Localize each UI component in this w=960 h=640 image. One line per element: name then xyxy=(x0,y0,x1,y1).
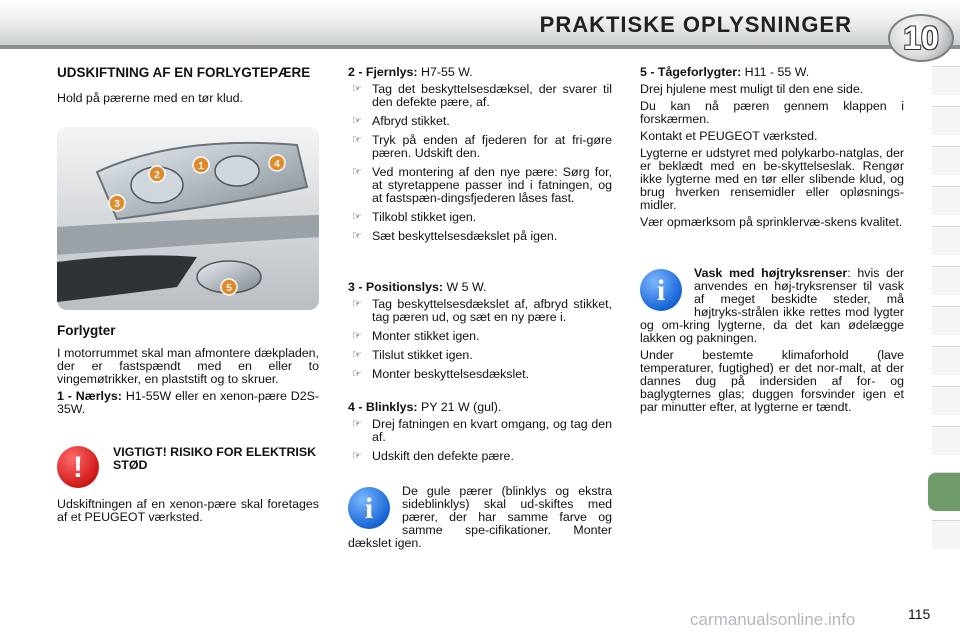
page-title: PRAKTISKE OPLYSNINGER xyxy=(539,12,852,37)
pointing-hand-icon: ☞ xyxy=(352,330,362,342)
list-item: ☞ Tryk på enden af fjederen for at fri-gøre pæren. Udskift den. xyxy=(352,133,612,160)
chapter-badge: 10 xyxy=(888,14,954,62)
callout-3: 3 xyxy=(114,199,120,210)
subsection-heading: Forlygter xyxy=(57,323,116,338)
pointing-hand-icon: ☞ xyxy=(352,298,362,310)
item-3 xyxy=(348,281,612,294)
section-heading: UDSKIFTNING AF EN FORLYGTEPÆRE xyxy=(57,65,311,80)
item-3-label: 3 - Positionslys: xyxy=(348,280,444,294)
paragraph: Vær opmærksom på sprinklervæ-skens kvalitet. xyxy=(640,215,903,229)
list-item: ☞ Monter beskyttelsesdækslet. xyxy=(352,367,530,381)
chapter-tabs xyxy=(928,66,960,576)
item-2-label: 2 - Fjernlys: xyxy=(348,65,418,79)
item-4-value: PY 21 W (gul). xyxy=(421,400,502,414)
callout-4: 4 xyxy=(274,159,280,170)
pointing-hand-icon: ☞ xyxy=(352,230,362,242)
chapter-tab[interactable] xyxy=(932,266,960,295)
paragraph: Kontakt et PEUGEOT værksted. xyxy=(640,129,818,143)
item-5-value: H11 - 55 W. xyxy=(744,65,810,79)
warning-text: Udskiftningen af en xenon-pære skal foretages af et PEUGEOT værksted. xyxy=(57,497,319,524)
callout-5: 5 xyxy=(226,283,232,294)
info-label: Vask med højtryksrenser xyxy=(694,266,848,280)
header-rule xyxy=(0,45,960,49)
info-note xyxy=(640,267,904,414)
column-left xyxy=(57,66,319,528)
item-3-steps xyxy=(348,298,612,381)
warning-box xyxy=(57,446,319,492)
pointing-hand-icon: ☞ xyxy=(352,450,362,462)
body-text: I motorrummet skal man afmontere dækpladen, der er fastspændt med en eller to vingemøtrikker, en plaststift og to skruer. xyxy=(57,346,319,386)
pointing-hand-icon: ☞ xyxy=(352,211,362,223)
info-note xyxy=(348,485,612,550)
intro-text: Hold på pærerne med en tør klud. xyxy=(57,91,243,105)
pointing-hand-icon: ☞ xyxy=(352,349,362,361)
info-icon: i xyxy=(348,487,390,529)
callout-2: 2 xyxy=(154,170,160,181)
item-5 xyxy=(640,66,904,79)
pointing-hand-icon: ☞ xyxy=(352,134,362,146)
chapter-tab[interactable] xyxy=(932,186,960,215)
paragraph: Lygterne er udstyret med polykarbo-natglas, der er beklædt med en be-skyttelseslak. Rengør ikke lygterne med en tør eller slibende klud, og brug hverken rensemidler eller opløsnings-midler. xyxy=(640,146,904,212)
item-2-value: H7-55 W. xyxy=(421,65,473,79)
item-2-steps xyxy=(348,83,612,243)
chapter-tab-active[interactable] xyxy=(928,472,960,511)
list-item: ☞ Afbryd stikket. xyxy=(352,114,450,128)
list-item: ☞ Tilslut stikket igen. xyxy=(352,348,473,362)
pointing-hand-icon: ☞ xyxy=(352,368,362,380)
chapter-tab[interactable] xyxy=(932,386,960,415)
item-4 xyxy=(348,401,612,414)
info-text: De gule pærer (blinklys og ekstra sideblinklys) skal ud-skiftes med pærer, der har samme farve og samme spe-cifikationer. Monter dækslet igen. xyxy=(348,484,612,550)
chapter-tab[interactable] xyxy=(932,226,960,255)
item-4-steps xyxy=(348,418,612,463)
list-item: ☞ Monter stikket igen. xyxy=(352,329,480,343)
item-1 xyxy=(57,390,319,416)
item-3-value: W 5 W. xyxy=(446,280,487,294)
list-item: ☞ Udskift den defekte pære. xyxy=(352,449,514,463)
page-number: 115 xyxy=(908,606,931,622)
pointing-hand-icon: ☞ xyxy=(352,166,362,178)
list-item: ☞ Tag beskyttelsesdækslet af, afbryd stikket, tag pæren ud, og sæt en ny pære i. xyxy=(352,297,612,324)
headlight-photo xyxy=(57,127,319,310)
chapter-tab[interactable] xyxy=(932,520,960,549)
pointing-hand-icon: ☞ xyxy=(352,418,362,430)
info-text: : hvis der anvendes en høj-tryksrenser til vask af meget beskidte steder, må højtryks-strålen ikke rettes mod lygter og om-kring lygterne, da det kan ødelægge lakken og pakningen. xyxy=(640,266,904,345)
list-item: ☞ Drej fatningen en kvart omgang, og tag den af. xyxy=(352,417,612,444)
info-text-2: Under bestemte klimaforhold (lave temperaturer, fugtighed) er det nor-malt, at der dannes dug på indersiden af for- og baglygternes glas; duggen forsvinder igen et par minutter efter, at lygterne er tændt. xyxy=(640,348,904,414)
item-2 xyxy=(348,66,612,79)
warning-title: VIGTIGT! RISIKO FOR ELEKTRISK STØD xyxy=(113,445,317,472)
chapter-tab[interactable] xyxy=(932,66,960,95)
watermark: carmanualsonline.info xyxy=(690,610,856,629)
paragraph: Drej hjulene mest muligt til den ene side. xyxy=(640,82,864,96)
item-1-text: H1-55W eller en xenon-pære D2S-35W. xyxy=(57,389,320,416)
chapter-tab[interactable] xyxy=(932,106,960,135)
callout-1: 1 xyxy=(198,161,204,172)
list-item: ☞ Tilkobl stikket igen. xyxy=(352,210,477,224)
list-item: ☞ Sæt beskyttelsesdækslet på igen. xyxy=(352,229,558,243)
list-item: ☞ Ved montering af den nye pære: Sørg for, at styretappene passer ind i fatningen, og at fastspæn-dingsfjederen låses fast. xyxy=(352,165,612,205)
column-middle xyxy=(348,66,612,554)
list-item: ☞ Tag det beskyttelsesdæksel, der svarer til den defekte pære, af. xyxy=(352,82,612,109)
column-right xyxy=(640,66,904,418)
pointing-hand-icon: ☞ xyxy=(352,115,362,127)
paragraph: Du kan nå pæren gennem klappen i forskærmen. xyxy=(640,99,904,126)
exclamation-icon: ! xyxy=(57,446,99,488)
item-5-label: 5 - Tågeforlygter: xyxy=(640,65,742,79)
item-4-label: 4 - Blinklys: xyxy=(348,400,418,414)
chapter-tab[interactable] xyxy=(932,306,960,335)
headlight-illustration xyxy=(57,127,319,310)
chapter-tab[interactable] xyxy=(932,346,960,375)
chapter-tab[interactable] xyxy=(932,426,960,455)
pointing-hand-icon: ☞ xyxy=(352,83,362,95)
chapter-tab[interactable] xyxy=(932,146,960,175)
info-icon: i xyxy=(640,269,682,311)
info-paragraph xyxy=(640,267,904,345)
item-1-label: 1 - Nærlys: xyxy=(57,389,122,403)
